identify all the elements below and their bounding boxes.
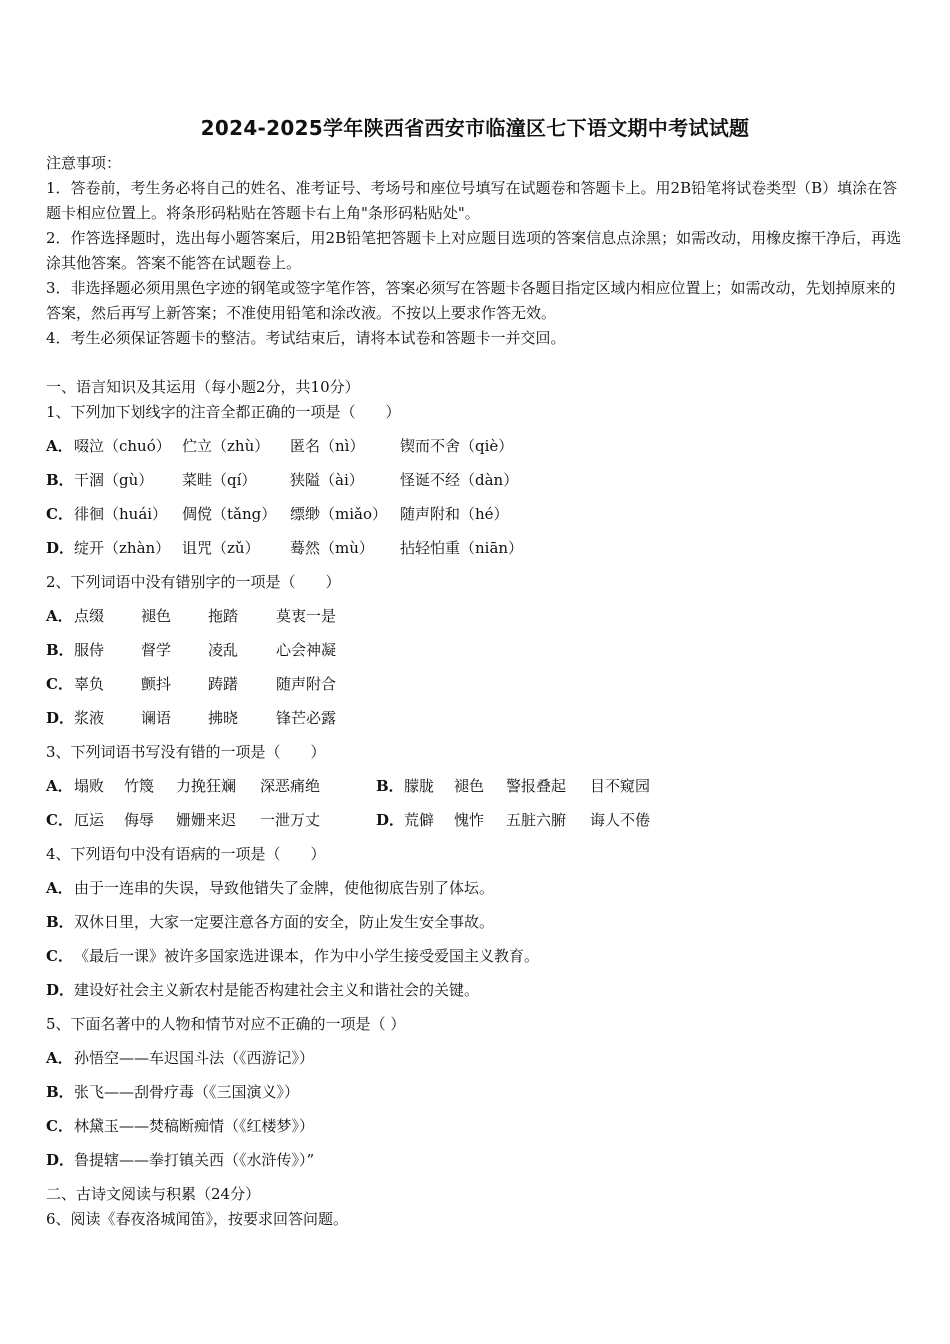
- question-6-stem: 6、阅读《春夜洛城闻笛》，按要求回答问题。: [46, 1210, 349, 1228]
- option-item: 五脏六腑: [506, 811, 567, 829]
- option-item: 拂晓: [208, 709, 239, 727]
- option-label: D．: [46, 981, 75, 999]
- option-label: A．: [46, 1049, 73, 1067]
- option-item: 服侍: [74, 641, 105, 659]
- section-1-heading: 一、语言知识及其运用（每小题2分，共10分）: [46, 378, 360, 396]
- option-label: A．: [46, 437, 73, 455]
- option-item: 菜畦（qí）: [182, 471, 257, 489]
- option-label: D．: [46, 539, 75, 557]
- option-item: 辜负: [74, 675, 105, 693]
- option-item: 蓦然（mù）: [290, 539, 374, 557]
- option-text: 张飞——刮骨疗毒（《三国演义》）: [74, 1083, 300, 1101]
- option-item: 踌躇: [208, 675, 239, 693]
- option-item: 莫衷一是: [276, 607, 337, 625]
- option-item: 目不窥园: [590, 777, 651, 795]
- option-item: 愧怍: [454, 811, 485, 829]
- option-item: 诲人不倦: [590, 811, 651, 829]
- option-item: 褪色: [454, 777, 485, 795]
- option-item: 力挽狂斓: [176, 777, 237, 795]
- option-item: 警报叠起: [506, 777, 567, 795]
- notice-item: 3．非选择题必须用黑色字迹的钢笔或签字笔作答，答案必须写在答题卡各题目指定区域内相应位置上；如需改动，先划掉原来的答案，然后再写上新答案；不准使用铅笔和涂改液。不按以上要求作答无效。: [46, 279, 896, 322]
- q4-option-c: [46, 945, 539, 966]
- q5-option-d: [46, 1149, 314, 1170]
- option-item: 深恶痛绝: [260, 777, 321, 795]
- option-item: 倜傥（tǎng）: [182, 505, 277, 523]
- option-item: 荒僻: [404, 811, 435, 829]
- option-item: 随声附和（hé）: [400, 505, 509, 523]
- q4-option-b: [46, 911, 494, 932]
- option-text: 《最后一课》被许多国家选进课本，作为中小学生接受爱国主义教育。: [74, 947, 540, 965]
- option-item: 竹篾: [124, 777, 155, 795]
- option-item: 心会神凝: [276, 641, 337, 659]
- option-item: 拈轻怕重（niān）: [400, 539, 524, 557]
- option-text: 林黛玉——焚稿断痴情（《红楼梦》）: [74, 1117, 315, 1135]
- option-item: 谰语: [141, 709, 172, 727]
- option-item: 塌败: [74, 777, 105, 795]
- question-1-stem: 1、下列加下划线字的注音全都正确的一项是（ ）: [46, 403, 401, 421]
- option-item: 怪诞不经（dàn）: [400, 471, 519, 489]
- option-label: B．: [46, 641, 74, 659]
- option-item: 匿名（nì）: [290, 437, 365, 455]
- option-text: 双休日里，大家一定要注意各方面的安全，防止发生安全事故。: [74, 913, 495, 931]
- option-item: 一泄万丈: [260, 811, 321, 829]
- option-label: B．: [376, 777, 404, 795]
- option-item: 绽开（zhàn）: [74, 539, 171, 557]
- option-label: B．: [46, 1083, 74, 1101]
- question-3-stem: 3、下列词语书写没有错的一项是（ ）: [46, 743, 326, 761]
- option-item: 随声附合: [276, 675, 337, 693]
- q1-option-d: [46, 537, 523, 558]
- q3-option-c: [46, 809, 378, 830]
- option-label: C．: [46, 1117, 73, 1135]
- option-item: 锋芒必露: [276, 709, 337, 727]
- q2-option-c: [46, 673, 336, 694]
- option-text: 建设好社会主义新农村是能否构建社会主义和谐社会的关键。: [74, 981, 480, 999]
- option-item: 干涸（gù）: [74, 471, 154, 489]
- page-title: 2024-2025学年陕西省西安市临潼区七下语文期中考试试题: [200, 116, 750, 140]
- option-item: 啜泣（chuó）: [74, 437, 171, 455]
- q4-option-a: [46, 877, 494, 898]
- question-4-stem: 4、下列语句中没有语病的一项是（ ）: [46, 845, 326, 863]
- option-label: B．: [46, 913, 74, 931]
- option-item: 姗姗来迟: [176, 811, 237, 829]
- notice-heading: 注意事项：: [46, 154, 122, 172]
- option-label: C．: [46, 947, 73, 965]
- question-5-stem: 5、下面名著中的人物和情节对应不正确的一项是（ ）: [46, 1015, 406, 1033]
- q5-option-c: [46, 1115, 314, 1136]
- option-item: 点缀: [74, 607, 105, 625]
- option-item: 拖踏: [208, 607, 239, 625]
- notice-item: 1．答卷前，考生务必将自己的姓名、准考证号、考场号和座位号填写在试题卷和答题卡上。用2B铅笔将试卷类型（B）填涂在答题卡相应位置上。将条形码粘贴在答题卡右上角"条形码粘贴处"。: [46, 179, 898, 222]
- notice-item: 4．考生必须保证答题卡的整洁。考试结束后，请将本试卷和答题卡一并交回。: [46, 329, 566, 347]
- q3-option-a: [46, 775, 378, 796]
- option-label: D．: [376, 811, 405, 829]
- option-item: 浆液: [74, 709, 105, 727]
- option-label: A．: [46, 879, 73, 897]
- option-item: 褪色: [141, 607, 172, 625]
- q2-option-b: [46, 639, 336, 660]
- option-item: 侮辱: [124, 811, 155, 829]
- q1-option-c: [46, 503, 509, 524]
- option-item: 诅咒（zǔ）: [182, 539, 260, 557]
- notice-list: [46, 176, 908, 351]
- option-item: 颤抖: [141, 675, 172, 693]
- option-item: 缥缈（miǎo）: [290, 505, 387, 523]
- q3-option-d: [376, 809, 650, 830]
- notice-item: 2．作答选择题时，选出每小题答案后，用2B铅笔把答题卡上对应题目选项的答案信息点涂黑；如需改动，用橡皮擦干净后，再选涂其他答案。答案不能答在试题卷上。: [46, 229, 902, 272]
- option-item: 狭隘（ài）: [290, 471, 364, 489]
- question-2-stem: 2、下列词语中没有错别字的一项是（ ）: [46, 573, 341, 591]
- q2-option-d: [46, 707, 336, 728]
- option-text: 孙悟空——车迟国斗法（《西游记》）: [74, 1049, 315, 1067]
- section-2-heading: 二、古诗文阅读与积累（24分）: [46, 1185, 261, 1203]
- q1-option-b: [46, 469, 518, 490]
- q3-option-b: [376, 775, 650, 796]
- option-label: B．: [46, 471, 74, 489]
- option-text: 鲁提辖——拳打镇关西（《水浒传》）”: [74, 1151, 315, 1169]
- option-label: A．: [46, 777, 73, 795]
- option-item: 徘徊（huái）: [74, 505, 168, 523]
- option-item: 伫立（zhù）: [182, 437, 270, 455]
- option-item: 朦胧: [404, 777, 435, 795]
- option-label: D．: [46, 709, 75, 727]
- option-item: 督学: [141, 641, 172, 659]
- option-label: D．: [46, 1151, 75, 1169]
- option-label: C．: [46, 811, 73, 829]
- option-text: 由于一连串的失误，导致他错失了金牌，使他彻底告别了体坛。: [74, 879, 495, 897]
- q4-option-d: [46, 979, 479, 1000]
- option-label: C．: [46, 505, 73, 523]
- option-label: C．: [46, 675, 73, 693]
- q5-option-b: [46, 1081, 299, 1102]
- q1-option-a: [46, 435, 513, 456]
- option-item: 锲而不舍（qiè）: [400, 437, 514, 455]
- option-label: A．: [46, 607, 73, 625]
- q5-option-a: [46, 1047, 314, 1068]
- option-item: 凌乱: [208, 641, 239, 659]
- option-item: 厄运: [74, 811, 105, 829]
- q2-option-a: [46, 605, 336, 626]
